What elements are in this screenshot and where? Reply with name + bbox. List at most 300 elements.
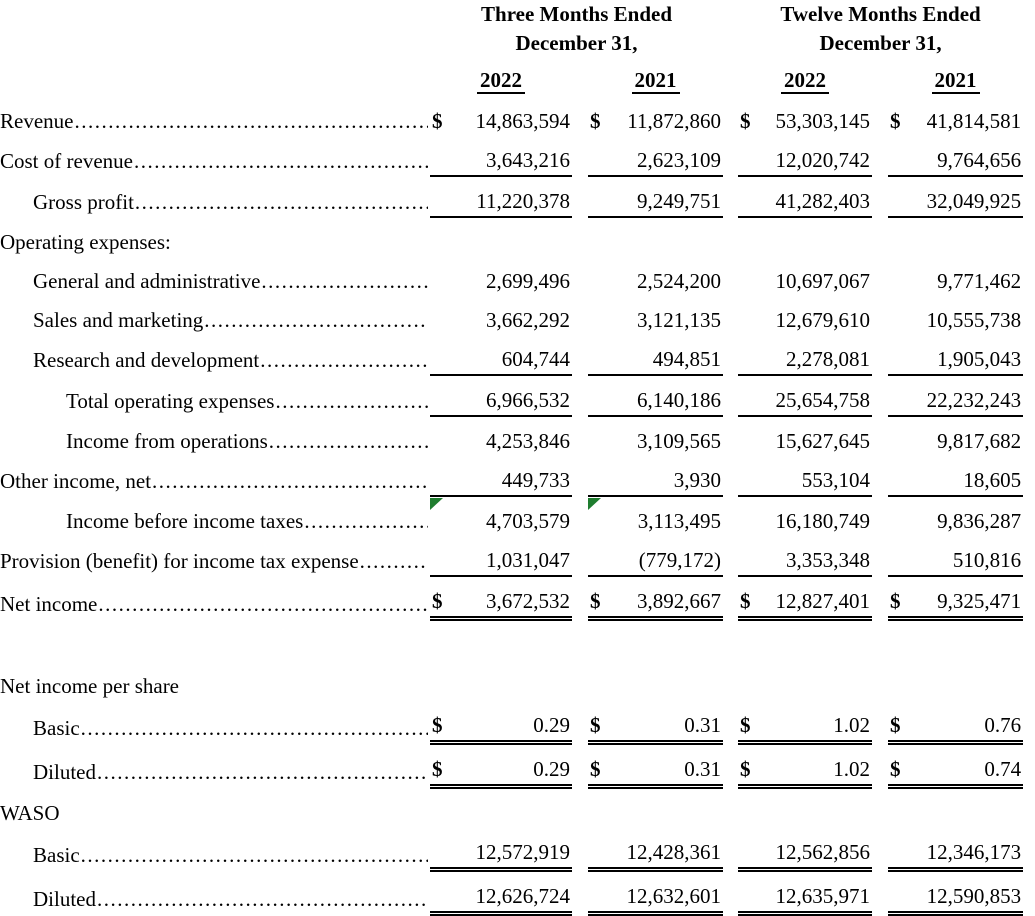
row-label: General and administrative — [33, 269, 261, 294]
value-cell — [738, 787, 872, 829]
column-gap — [723, 870, 738, 914]
dollar-sign: $ — [590, 713, 601, 738]
label-cell — [0, 296, 430, 335]
value: 1.02 — [833, 713, 871, 738]
row-other-income-net — [0, 456, 1035, 496]
value: 12,428,361 — [626, 840, 722, 865]
empty-cell — [0, 58, 430, 97]
column-gap — [572, 456, 588, 496]
column-gap — [1023, 870, 1035, 914]
value: 11,220,378 — [476, 189, 570, 214]
value: 3,643,216 — [486, 148, 570, 173]
column-gap — [872, 136, 888, 176]
value: 12,632,601 — [626, 884, 722, 909]
value-cell — [888, 375, 1023, 416]
value: 604,744 — [501, 347, 570, 372]
dot-leader — [275, 390, 428, 413]
value-cell — [738, 375, 872, 416]
dollar-sign: $ — [740, 757, 751, 782]
row-label: WASO — [0, 801, 60, 826]
value: 12,346,173 — [926, 840, 1022, 865]
value-cell — [588, 870, 723, 914]
value-cell — [430, 496, 572, 536]
period-subtitle-row — [0, 29, 1035, 58]
value-cell — [588, 296, 723, 335]
value: 16,180,749 — [775, 509, 871, 534]
row-net-income — [0, 576, 1035, 619]
column-gap — [723, 701, 738, 743]
column-gap — [572, 743, 588, 787]
value-cell — [888, 576, 1023, 619]
empty-cell — [0, 0, 430, 29]
period2-subtitle: December 31, — [819, 31, 942, 56]
value-cell — [888, 97, 1023, 136]
value-cell — [430, 217, 572, 257]
value: 2,623,109 — [637, 148, 722, 173]
column-gap — [872, 375, 888, 416]
column-gap — [872, 176, 888, 217]
column-gap — [723, 456, 738, 496]
row-waso-header — [0, 787, 1035, 829]
value: 15,627,645 — [775, 429, 871, 454]
year-header — [430, 58, 572, 97]
value: 9,325,471 — [937, 589, 1022, 614]
column-gap — [723, 0, 738, 29]
row-label: Income before income taxes — [66, 509, 304, 534]
column-gap — [1023, 743, 1035, 787]
column-gap — [1023, 701, 1035, 743]
value: 2,524,200 — [637, 269, 722, 294]
value-cell — [430, 257, 572, 296]
row-cost-of-revenue — [0, 136, 1035, 176]
dollar-sign: $ — [432, 589, 443, 614]
value-cell — [588, 375, 723, 416]
value: 10,555,738 — [926, 308, 1022, 333]
value: 1,031,047 — [486, 548, 570, 573]
value-cell — [430, 787, 572, 829]
value: 510,816 — [952, 548, 1022, 573]
dot-leader — [269, 430, 428, 453]
value-cell — [738, 828, 872, 870]
column-gap — [572, 335, 588, 375]
value: 1.02 — [833, 757, 871, 782]
column-gap — [872, 662, 888, 701]
value-cell — [888, 456, 1023, 496]
value-cell — [888, 217, 1023, 257]
label-cell — [0, 217, 430, 257]
row-eps-diluted — [0, 743, 1035, 787]
value: 41,814,581 — [926, 109, 1022, 134]
excel-flag-icon — [588, 498, 601, 510]
value-cell — [588, 743, 723, 787]
column-gap — [572, 576, 588, 619]
row-eps-basic — [0, 701, 1035, 743]
value-cell — [738, 176, 872, 217]
value-cell — [430, 416, 572, 456]
value-cell — [738, 296, 872, 335]
value-cell — [430, 576, 572, 619]
row-research-and-development — [0, 335, 1035, 375]
column-gap — [723, 217, 738, 257]
value: 3,121,135 — [637, 308, 722, 333]
value: 0.29 — [533, 757, 570, 782]
label-cell — [0, 536, 430, 576]
period1-title: Three Months Ended — [481, 2, 672, 27]
year-header — [588, 58, 723, 97]
column-gap — [1023, 456, 1035, 496]
row-label: Revenue — [0, 109, 74, 134]
value: 12,020,742 — [775, 148, 871, 173]
value: 12,626,724 — [475, 884, 570, 909]
value: 0.31 — [684, 757, 722, 782]
period2-title: Twelve Months Ended — [780, 2, 981, 27]
value-cell — [888, 335, 1023, 375]
row-label: Total operating expenses — [66, 389, 275, 414]
row-waso-basic — [0, 828, 1035, 870]
column-gap — [1023, 176, 1035, 217]
row-label: Provision (benefit) for income tax expense — [0, 549, 359, 574]
column-gap — [872, 97, 888, 136]
column-gap — [1023, 416, 1035, 456]
value-cell — [588, 176, 723, 217]
label-cell — [0, 136, 430, 176]
value: 12,562,856 — [775, 840, 871, 865]
value-cell — [738, 257, 872, 296]
value-cell — [738, 416, 872, 456]
label-cell — [0, 456, 430, 496]
value-cell — [588, 97, 723, 136]
row-label: Net income per share — [0, 674, 180, 699]
column-gap — [723, 58, 738, 97]
year-label: 2021 — [632, 69, 680, 94]
value: (779,172) — [638, 548, 722, 573]
column-gap — [872, 576, 888, 619]
year-header-row — [0, 58, 1035, 97]
column-gap — [872, 787, 888, 829]
row-waso-diluted — [0, 870, 1035, 914]
value-cell — [738, 217, 872, 257]
value-cell — [588, 335, 723, 375]
row-gap — [0, 619, 1035, 663]
value-cell — [588, 787, 723, 829]
label-cell — [0, 870, 430, 914]
value-cell — [738, 576, 872, 619]
column-gap — [572, 136, 588, 176]
label-cell — [0, 97, 430, 136]
dollar-sign: $ — [740, 713, 751, 738]
row-label: Basic — [33, 842, 80, 867]
column-gap — [1023, 828, 1035, 870]
column-gap — [872, 701, 888, 743]
value: 9,836,287 — [937, 509, 1022, 534]
row-label: Gross profit — [33, 190, 134, 215]
column-gap — [572, 870, 588, 914]
label-cell — [0, 176, 430, 217]
value-cell — [888, 296, 1023, 335]
column-gap — [872, 257, 888, 296]
row-label: Sales and marketing — [33, 308, 204, 333]
column-gap — [572, 296, 588, 335]
label-cell — [0, 335, 430, 375]
row-label: Research and development — [33, 348, 260, 373]
value: 11,872,860 — [627, 109, 722, 134]
column-gap — [1023, 296, 1035, 335]
spacer-cell — [0, 619, 1035, 663]
column-gap — [1023, 257, 1035, 296]
value-cell — [430, 176, 572, 217]
row-revenue — [0, 97, 1035, 136]
dot-leader — [97, 888, 428, 911]
year-label: 2022 — [781, 69, 829, 94]
dollar-sign: $ — [432, 109, 443, 134]
value-cell — [588, 136, 723, 176]
dot-leader — [260, 349, 428, 372]
row-label: Income from operations — [66, 429, 268, 454]
value-cell — [888, 828, 1023, 870]
value-cell — [588, 576, 723, 619]
value-cell — [738, 743, 872, 787]
column-gap — [572, 217, 588, 257]
column-gap — [872, 58, 888, 97]
column-gap — [1023, 29, 1035, 58]
row-label: Diluted — [33, 759, 96, 784]
column-gap — [872, 870, 888, 914]
period-title-row — [0, 0, 1035, 29]
label-cell — [0, 576, 430, 619]
column-gap — [872, 828, 888, 870]
dot-leader — [74, 110, 428, 133]
value: 4,253,846 — [486, 429, 570, 454]
value: 3,109,565 — [637, 429, 722, 454]
value: 22,232,243 — [926, 388, 1022, 413]
column-gap — [872, 217, 888, 257]
column-gap — [572, 58, 588, 97]
row-gross-profit — [0, 176, 1035, 217]
value-cell — [738, 701, 872, 743]
row-provision-for-income-tax — [0, 536, 1035, 576]
column-gap — [572, 662, 588, 701]
column-gap — [1023, 58, 1035, 97]
value-cell — [588, 257, 723, 296]
value: 3,113,495 — [637, 509, 722, 534]
dollar-sign: $ — [590, 109, 601, 134]
value: 553,104 — [801, 468, 871, 493]
column-gap — [723, 536, 738, 576]
column-gap — [723, 828, 738, 870]
column-gap — [572, 375, 588, 416]
column-gap — [572, 257, 588, 296]
column-gap — [572, 536, 588, 576]
dot-leader — [134, 150, 428, 173]
value-cell — [588, 662, 723, 701]
value-cell — [430, 828, 572, 870]
column-gap — [872, 296, 888, 335]
label-cell — [0, 743, 430, 787]
value-cell — [738, 456, 872, 496]
value-cell — [888, 536, 1023, 576]
dot-leader — [81, 717, 428, 740]
row-label: Net income — [0, 591, 98, 616]
value-cell — [430, 662, 572, 701]
column-gap — [1023, 496, 1035, 536]
dollar-sign: $ — [890, 713, 901, 738]
value: 0.76 — [984, 713, 1022, 738]
value-cell — [588, 456, 723, 496]
period1-subtitle: December 31, — [515, 31, 638, 56]
column-gap — [723, 29, 738, 58]
value: 0.74 — [984, 757, 1022, 782]
column-gap — [723, 416, 738, 456]
column-gap — [723, 375, 738, 416]
row-label: Cost of revenue — [0, 149, 133, 174]
dot-leader — [152, 470, 428, 493]
year-header — [888, 58, 1023, 97]
dot-leader — [204, 309, 428, 332]
column-gap — [572, 416, 588, 456]
row-label: Other income, net — [0, 469, 152, 494]
column-gap — [1023, 217, 1035, 257]
value-cell — [588, 496, 723, 536]
value-cell — [888, 662, 1023, 701]
value-cell — [888, 743, 1023, 787]
column-gap — [1023, 787, 1035, 829]
column-gap — [723, 257, 738, 296]
value: 3,892,667 — [637, 589, 722, 614]
value-cell — [588, 416, 723, 456]
column-gap — [1023, 576, 1035, 619]
value-cell — [430, 743, 572, 787]
column-gap — [572, 701, 588, 743]
row-operating-expenses-header — [0, 217, 1035, 257]
value-cell — [588, 701, 723, 743]
value: 6,140,186 — [637, 388, 722, 413]
value-cell — [738, 870, 872, 914]
value-cell — [430, 536, 572, 576]
dot-leader — [81, 844, 428, 867]
value-cell — [738, 496, 872, 536]
value-cell — [430, 375, 572, 416]
value-cell — [888, 787, 1023, 829]
label-cell — [0, 416, 430, 456]
value-cell — [588, 217, 723, 257]
value-cell — [888, 870, 1023, 914]
column-gap — [723, 296, 738, 335]
column-gap — [872, 743, 888, 787]
dollar-sign: $ — [890, 757, 901, 782]
column-gap — [723, 97, 738, 136]
dot-leader — [135, 191, 428, 214]
column-gap — [723, 176, 738, 217]
value: 0.29 — [533, 713, 570, 738]
value: 9,771,462 — [937, 269, 1022, 294]
column-gap — [1023, 536, 1035, 576]
value-cell — [888, 176, 1023, 217]
row-income-before-income-taxes — [0, 496, 1035, 536]
label-cell — [0, 257, 430, 296]
column-gap — [1023, 662, 1035, 701]
value: 14,863,594 — [475, 109, 570, 134]
value-cell — [588, 536, 723, 576]
empty-cell — [0, 29, 430, 58]
dollar-sign: $ — [740, 109, 751, 134]
dollar-sign: $ — [432, 757, 443, 782]
value-cell — [738, 662, 872, 701]
value-cell — [888, 701, 1023, 743]
value-cell — [738, 97, 872, 136]
column-gap — [1023, 97, 1035, 136]
row-label: Diluted — [33, 886, 96, 911]
value: 12,827,401 — [775, 589, 871, 614]
column-gap — [872, 496, 888, 536]
value-cell — [588, 828, 723, 870]
value-cell — [888, 496, 1023, 536]
column-gap — [723, 576, 738, 619]
value: 12,590,853 — [926, 884, 1022, 909]
column-gap — [723, 743, 738, 787]
column-gap — [572, 97, 588, 136]
value-cell — [430, 456, 572, 496]
value-cell — [430, 335, 572, 375]
column-gap — [872, 456, 888, 496]
value: 12,679,610 — [775, 308, 871, 333]
value: 6,966,532 — [486, 388, 570, 413]
value: 9,764,656 — [937, 148, 1022, 173]
value-cell — [738, 136, 872, 176]
value-cell — [430, 870, 572, 914]
value: 9,817,682 — [937, 429, 1022, 454]
value: 32,049,925 — [926, 189, 1022, 214]
dot-leader — [360, 550, 428, 573]
value: 3,353,348 — [786, 548, 871, 573]
dollar-sign: $ — [590, 757, 601, 782]
column-gap — [723, 496, 738, 536]
column-gap — [1023, 136, 1035, 176]
column-gap — [723, 787, 738, 829]
value-cell — [888, 416, 1023, 456]
dollar-sign: $ — [890, 589, 901, 614]
label-cell — [0, 787, 430, 829]
row-general-and-administrative — [0, 257, 1035, 296]
row-total-operating-expenses — [0, 375, 1035, 416]
column-gap — [872, 416, 888, 456]
value: 53,303,145 — [775, 109, 871, 134]
row-sales-and-marketing — [0, 296, 1035, 335]
value: 449,733 — [501, 468, 570, 493]
column-gap — [723, 335, 738, 375]
dollar-sign: $ — [432, 713, 443, 738]
value-cell — [430, 701, 572, 743]
value: 0.31 — [684, 713, 722, 738]
dollar-sign: $ — [890, 109, 901, 134]
value: 3,930 — [673, 468, 722, 493]
value: 494,851 — [652, 347, 722, 372]
value-cell — [430, 136, 572, 176]
value: 25,654,758 — [775, 388, 871, 413]
column-gap — [872, 335, 888, 375]
value: 12,572,919 — [475, 840, 570, 865]
year-header — [738, 58, 872, 97]
value: 3,672,532 — [486, 589, 570, 614]
value: 2,699,496 — [486, 269, 570, 294]
row-income-from-operations — [0, 416, 1035, 456]
value: 4,703,579 — [486, 509, 570, 534]
year-label: 2022 — [477, 69, 525, 94]
value-cell — [738, 536, 872, 576]
row-label: Basic — [33, 715, 80, 740]
dot-leader — [261, 270, 428, 293]
value-cell — [430, 97, 572, 136]
label-cell — [0, 375, 430, 416]
